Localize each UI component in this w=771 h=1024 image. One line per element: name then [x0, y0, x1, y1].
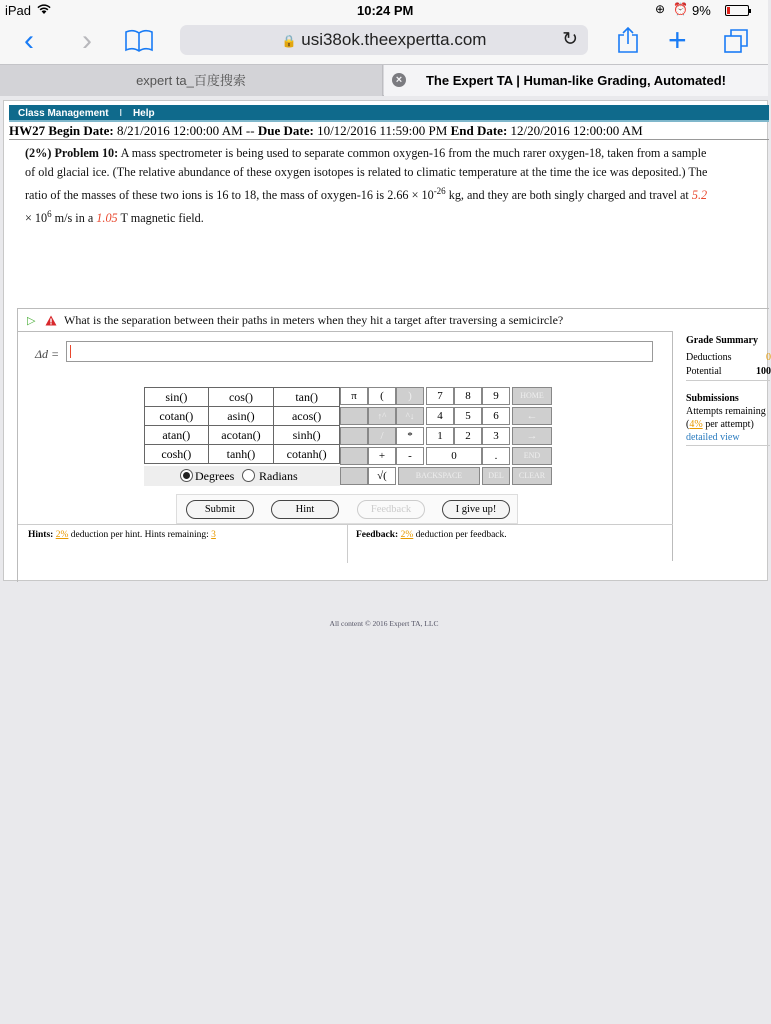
forward-icon[interactable]: ›	[82, 24, 92, 57]
problem-header: (2%) Problem 10:	[25, 146, 119, 160]
key-8[interactable]: 8	[454, 387, 482, 405]
grade-summary-title: Grade Summary	[686, 335, 758, 346]
key-7[interactable]: 7	[426, 387, 454, 405]
close-tab-icon[interactable]: ×	[392, 73, 406, 87]
problem-statement	[25, 144, 715, 228]
key-5[interactable]: 5	[454, 407, 482, 425]
tab-baidu[interactable]	[0, 65, 383, 96]
attempts-label: Attempts remaining	[686, 406, 766, 417]
key-open-paren[interactable]: (	[368, 387, 396, 405]
key-dot[interactable]: .	[482, 447, 510, 465]
new-tab-icon[interactable]: +	[668, 22, 687, 58]
speed-value: 5.2	[691, 188, 708, 203]
feedback-button: Feedback	[357, 500, 425, 519]
submissions-title: Submissions	[686, 393, 739, 404]
degrees-radio[interactable]	[180, 469, 193, 482]
key-cos[interactable]: cos()	[208, 388, 274, 407]
deductions-value: 0	[766, 352, 771, 363]
key-sinh[interactable]: sinh()	[274, 426, 340, 445]
key-close-paren: )	[396, 387, 424, 405]
divider	[347, 525, 348, 563]
begin-date: 8/21/2016 12:00:00 AM	[116, 123, 243, 138]
answer-panel	[18, 331, 673, 561]
grade-summary	[686, 335, 770, 455]
key-acos[interactable]: acos()	[274, 407, 340, 426]
key-caret: ^↓	[396, 407, 424, 425]
give-up-button[interactable]: I give up!	[442, 500, 510, 519]
problem-exp-2: 6	[47, 209, 52, 220]
angle-mode	[144, 466, 340, 486]
tab-bar	[0, 64, 768, 96]
page-area	[0, 96, 771, 1024]
key-home: HOME	[512, 387, 552, 405]
due-date: 10/12/2016 11:59:00 PM	[317, 123, 448, 138]
field-value: 1.05	[96, 211, 118, 226]
key-acotan[interactable]: acotan()	[208, 426, 274, 445]
bookmarks-icon[interactable]	[124, 29, 154, 58]
hints-label: Hints:	[28, 530, 54, 540]
key-6[interactable]: 6	[482, 407, 510, 425]
battery-icon	[725, 5, 749, 16]
key-tanh[interactable]: tanh()	[208, 445, 274, 464]
problem-text-3: × 10	[25, 211, 48, 226]
problem-exp-1: -26	[433, 186, 446, 196]
warning-icon	[45, 313, 57, 331]
feedback-info	[356, 530, 507, 540]
degrees-label: Degrees	[195, 469, 235, 483]
alarm-icon: ⏰	[673, 2, 688, 16]
begin-label: Begin Date:	[48, 123, 114, 138]
per-attempt-open: (	[686, 419, 690, 430]
numeric-keypad	[340, 387, 554, 487]
hints-text: deduction per hint. Hints remaining:	[68, 530, 212, 540]
key-clear: CLEAR	[512, 467, 552, 485]
tab-baidu-label: expert ta_百度搜索	[136, 73, 246, 88]
problem-text-4: m/s in a	[51, 211, 97, 226]
tab-expertta-label: The Expert TA | Human-like Grading, Automated!	[425, 73, 726, 88]
per-attempt-info	[686, 419, 754, 430]
key-cotan[interactable]: cotan()	[145, 407, 209, 426]
key-cotanh[interactable]: cotanh()	[274, 445, 340, 464]
top-nav	[9, 105, 769, 122]
feedback-text: deduction per feedback.	[413, 530, 507, 540]
key-sin[interactable]: sin()	[145, 388, 209, 407]
content-panel	[3, 100, 771, 581]
key-blank-1	[340, 407, 368, 425]
key-slash: /	[368, 427, 396, 445]
key-blank-4	[340, 467, 368, 485]
action-bar	[176, 494, 518, 524]
date-sep: --	[245, 123, 255, 138]
key-asin[interactable]: asin()	[208, 407, 274, 426]
radians-radio[interactable]	[242, 469, 255, 482]
key-9[interactable]: 9	[482, 387, 510, 405]
url-text: usi38ok.theexpertta.com	[301, 30, 487, 49]
key-back-arrow: ←	[512, 407, 552, 425]
reload-icon[interactable]: ↻	[562, 29, 578, 50]
end-date: 12/20/2016 12:00:00 AM	[510, 123, 643, 138]
key-blank-3	[340, 447, 368, 465]
problem-text-2: kg, and they are both singly charged and travel at	[445, 188, 692, 203]
per-attempt-text: per attempt)	[702, 419, 754, 430]
rotation-lock-icon: ⊕	[655, 2, 666, 16]
answer-input[interactable]	[66, 341, 653, 362]
assignment-name: HW27	[9, 123, 46, 138]
hint-button[interactable]: Hint	[271, 500, 339, 519]
key-sqrt[interactable]: √(	[368, 467, 396, 485]
key-minus[interactable]: -	[396, 447, 424, 465]
nav-separator: I	[119, 108, 123, 119]
clock: 10:24 PM	[357, 3, 414, 18]
play-icon: ▷	[27, 315, 36, 327]
submit-button[interactable]: Submit	[186, 500, 254, 519]
radians-label: Radians	[259, 469, 298, 483]
key-cosh[interactable]: cosh()	[145, 445, 209, 464]
back-icon[interactable]: ‹	[24, 24, 34, 57]
feedback-label: Feedback:	[356, 530, 399, 540]
key-blank-2	[340, 427, 368, 445]
key-tan[interactable]: tan()	[274, 388, 340, 407]
potential-label: Potential	[686, 366, 722, 377]
key-plus[interactable]: +	[368, 447, 396, 465]
feedback-pct: 2%	[400, 530, 414, 540]
key-atan[interactable]: atan()	[145, 426, 209, 445]
key-2[interactable]: 2	[454, 427, 482, 445]
lock-icon: 🔒	[281, 34, 297, 48]
key-3[interactable]: 3	[482, 427, 510, 445]
key-pi[interactable]: π	[340, 387, 368, 405]
footer: All content © 2016 Expert TA, LLC	[329, 619, 439, 628]
key-backspace: BACKSPACE	[398, 467, 480, 485]
question-text: What is the separation between their paths in meters when they hit a target after traversing a semicircle?	[64, 313, 564, 327]
key-fwd-arrow: →	[512, 427, 552, 445]
class-management-link[interactable]: Class Management	[18, 108, 109, 119]
answer-label: Δd =	[35, 347, 60, 361]
status-bar	[0, 0, 768, 20]
hint-feedback-row	[18, 524, 673, 562]
problem-text-1: A mass spectrometer is being used to separate common oxygen-16 from the much rarer oxygen-18, taken from a sample of old glacial ice. (The relative abundance of these oxygen isotopes is related to climatic temperature at the time the ice was deposited.) The ratio of the masses of these two ions is 16 to 18, the mass of oxygen-16 is 2.66 × 10	[25, 146, 708, 203]
per-attempt-pct: 4%	[689, 419, 703, 430]
battery-percent: 9%	[692, 3, 711, 18]
function-keypad	[144, 387, 340, 464]
assignment-dates	[9, 123, 769, 140]
key-del: DEL	[482, 467, 510, 485]
device-label: iPad	[5, 3, 32, 18]
address-bar[interactable]	[180, 25, 588, 55]
tab-expertta[interactable]	[384, 65, 768, 96]
key-1[interactable]: 1	[426, 427, 454, 445]
share-icon[interactable]	[617, 26, 639, 59]
help-link[interactable]: Help	[132, 108, 155, 119]
key-0[interactable]: 0	[426, 447, 482, 465]
end-label: End Date:	[450, 123, 508, 138]
key-4[interactable]: 4	[426, 407, 454, 425]
browser-toolbar	[0, 20, 768, 64]
detailed-view-link[interactable]: detailed view	[686, 432, 740, 443]
hints-info	[28, 530, 216, 540]
key-up-arrow: ↑^	[368, 407, 396, 425]
key-multiply[interactable]: *	[396, 427, 424, 445]
hints-remaining: 3	[211, 530, 216, 540]
question-box	[17, 308, 769, 582]
due-label: Due Date:	[257, 123, 314, 138]
tabs-icon[interactable]	[723, 28, 749, 59]
key-end: END	[512, 447, 552, 465]
hints-pct: 2%	[55, 530, 69, 540]
potential-value: 100	[756, 366, 771, 377]
wifi-icon	[36, 2, 52, 18]
text-cursor	[70, 345, 71, 358]
deductions-label: Deductions	[686, 352, 732, 363]
problem-text-5: T magnetic field.	[117, 211, 204, 226]
